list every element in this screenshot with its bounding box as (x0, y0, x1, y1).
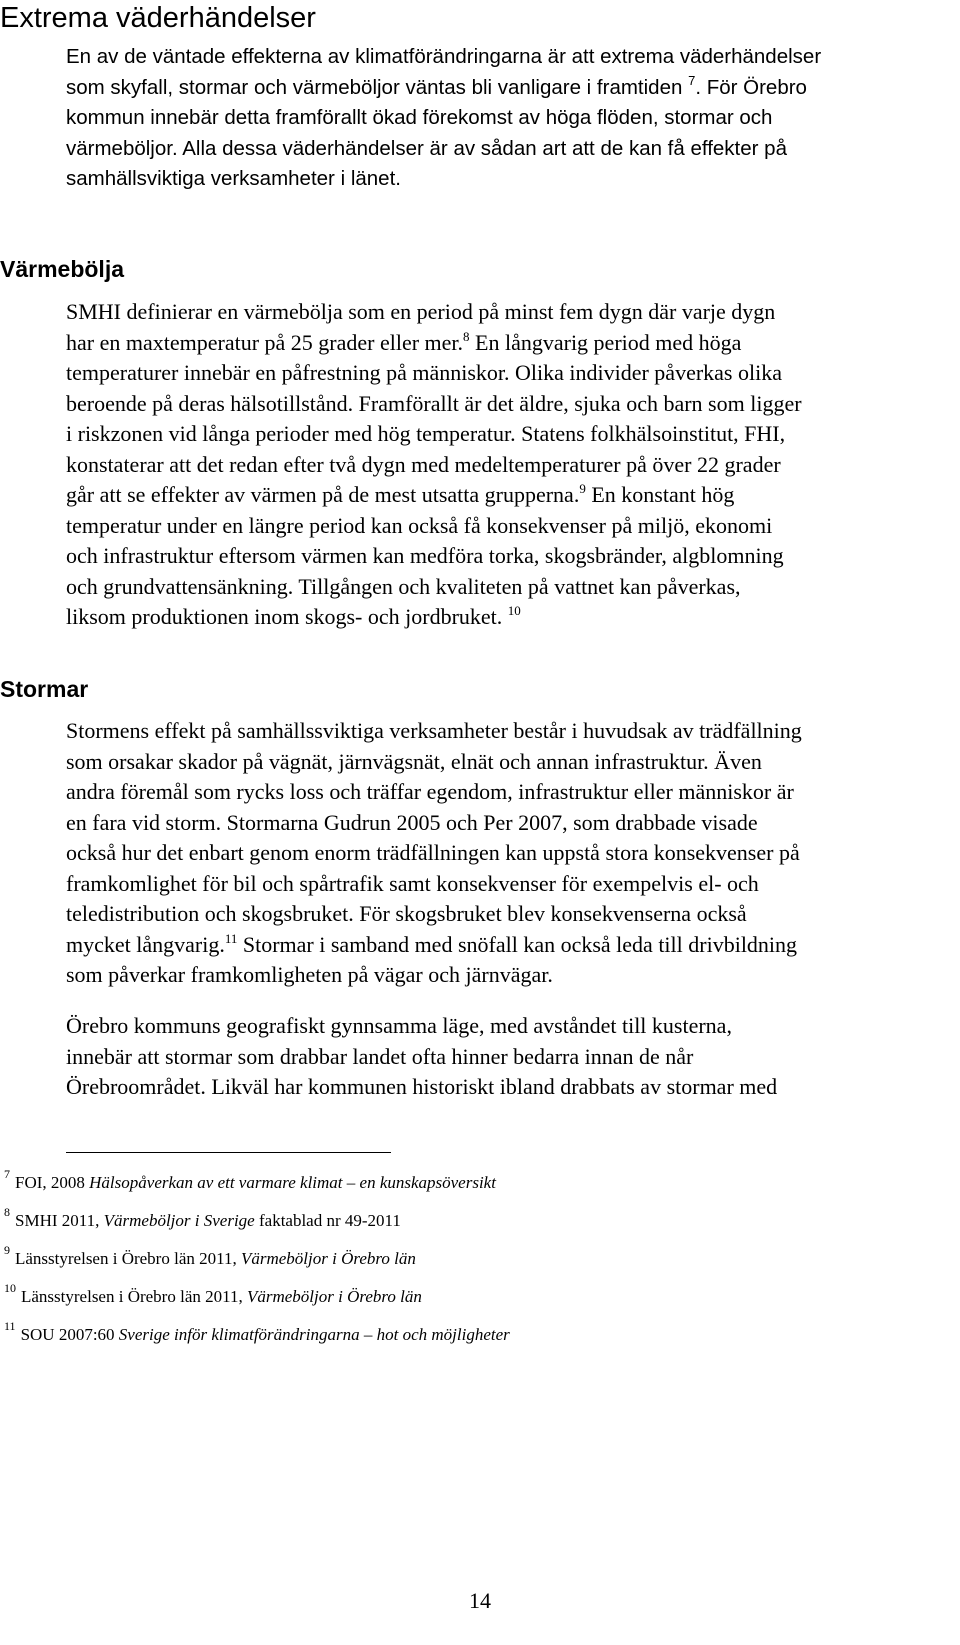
text-line (66, 930, 960, 961)
text-line: Örebro kommuns geografiskt gynnsamma läge, med avståndet till kusterna, (66, 1013, 732, 1038)
footnote-number: 8 (4, 1205, 10, 1219)
footnote (4, 1240, 944, 1278)
footnote-number: 9 (4, 1243, 10, 1257)
text-line: en fara vid storm. Stormarna Gudrun 2005 och Per 2007, som drabbade visade (66, 809, 758, 835)
text-line (66, 328, 960, 359)
footnote-title: Värmeböljor i Sverige (103, 1211, 255, 1230)
footnote-text: Länsstyrelsen i Örebro län 2011, (21, 1287, 247, 1306)
footnote-ref: 7 (688, 72, 696, 88)
footnote-text: Länsstyrelsen i Örebro län 2011, (15, 1249, 241, 1268)
text-line: temperaturer innebär en påfrestning på människor. Olika individer påverkas olika (66, 360, 782, 385)
footnote-text: SOU 2007:60 (20, 1325, 119, 1344)
footnote-separator (66, 1152, 391, 1153)
footnote-ref: 9 (579, 481, 586, 496)
text-line: konstaterar att det redan efter två dygn med medeltemperaturer på över 22 grader (66, 451, 781, 477)
text-fragment: har en maxtemperatur på 25 grader eller mer. (66, 329, 464, 355)
intro-line (66, 73, 960, 104)
text-line: och infrastruktur eftersom värmen kan medföra torka, skogsbränder, algblomning (66, 543, 784, 568)
intro-line-text: som skyfall, stormar och värmeböljor väntas bli vanligare i framtiden (66, 75, 683, 99)
footnote-title: Sverige inför klimatförändringarna – hot och möjligheter (118, 1325, 510, 1344)
text-line: och grundvattensänkning. Tillgången och kvaliteten på vattnet kan påverkas, (66, 573, 741, 599)
footnote-title: Värmeböljor i Örebro län (246, 1287, 422, 1306)
footnote (4, 1202, 944, 1240)
footnote-title: Hälsopåverkan av ett varmare klimat – en kunskapsöversikt (89, 1173, 496, 1192)
text-line: beroende på deras hälsotillstånd. Framförallt är det äldre, sjuka och barn som ligger (66, 390, 802, 416)
footnote-title: Värmeböljor i Örebro län (240, 1249, 416, 1268)
text-line: andra föremål som rycks loss och träffar egendom, infrastruktur eller människor är (66, 779, 794, 804)
footnote-ref: 8 (463, 328, 470, 344)
text-line: i riskzonen vid långa perioder med hög temperatur. Statens folkhälsoinstitut, FHI, (66, 421, 786, 446)
storms-heading: Stormar (0, 676, 89, 702)
text-line (66, 602, 960, 633)
footnote (4, 1316, 944, 1354)
intro-line: samhällsviktiga verksamheter i länet. (66, 167, 401, 190)
text-fragment: går att se effekter av värmen på de mest utsatta grupperna. (66, 482, 580, 507)
intro-paragraph (66, 42, 960, 195)
text-line: temperatur under en längre period kan också få konsekvenser på miljö, ekonomi (66, 512, 773, 538)
text-fragment: mycket långvarig. (66, 931, 225, 957)
footnote-suffix: faktablad nr 49-2011 (254, 1211, 401, 1230)
footnote-text: FOI, 2008 (15, 1173, 90, 1192)
intro-line: En av de väntade effekterna av klimatförändringarna är att extrema väderhändelser (66, 45, 822, 68)
text-line: innebär att stormar som drabbar landet ofta hinner bedarra innan de når (66, 1043, 694, 1069)
storms-paragraph (66, 716, 960, 991)
text-fragment: En konstant hög (585, 482, 735, 507)
text-line: Örebroområdet. Likväl har kommunen historiskt ibland drabbats av stormar med (66, 1074, 778, 1099)
text-fragment: liksom produktionen inom skogs- och jordbruket. (66, 604, 503, 629)
heatwave-heading: Värmebölja (0, 256, 124, 282)
text-line: som orsakar skador på vägnät, järnvägsnät, elnät och annan infrastruktur. Även (66, 748, 762, 774)
storms-paragraph-2 (66, 1011, 960, 1103)
footnote-number: 7 (4, 1167, 10, 1181)
heatwave-paragraph (66, 297, 960, 633)
footnote (4, 1164, 944, 1202)
text-line: teledistribution och skogsbruket. För skogsbruket blev konsekvenserna också (66, 901, 747, 926)
footnote-text: SMHI 2011, (15, 1211, 104, 1230)
text-line: också hur det enbart genom enorm trädfällningen kan uppstå stora konsekvenser på (66, 840, 800, 865)
text-line: Stormens effekt på samhällssviktiga verksamheter består i huvudsak av trädfällning (66, 718, 802, 743)
text-line (66, 480, 960, 511)
text-fragment: En långvarig period med höga (469, 329, 742, 355)
footnote-number: 11 (4, 1319, 16, 1333)
text-fragment: Stormar i samband med snöfall kan också leda till drivbildning (237, 931, 798, 957)
text-line: framkomlighet för bil och spårtrafik samt konsekvenser för exempelvis el- och (66, 870, 759, 896)
intro-line: värmeböljor. Alla dessa väderhändelser är av sådan art att de kan få effekter på (66, 136, 787, 160)
footnote-ref: 10 (507, 603, 521, 618)
intro-line: kommun innebär detta framförallt ökad förekomst av höga flöden, stormar och (66, 106, 773, 129)
footnotes (4, 1164, 944, 1354)
text-line: SMHI definierar en värmebölja som en period på minst fem dygn där varje dygn (66, 299, 776, 324)
footnote-ref: 11 (224, 930, 238, 946)
footnote (4, 1278, 944, 1316)
footnote-number: 10 (4, 1281, 16, 1295)
page-number: 14 (469, 1588, 491, 1613)
intro-line-text: . För Örebro (695, 75, 807, 99)
text-line: som påverkar framkomligheten på vägar och järnvägar. (66, 962, 553, 987)
section-title: Extrema väderhändelser (0, 2, 316, 34)
